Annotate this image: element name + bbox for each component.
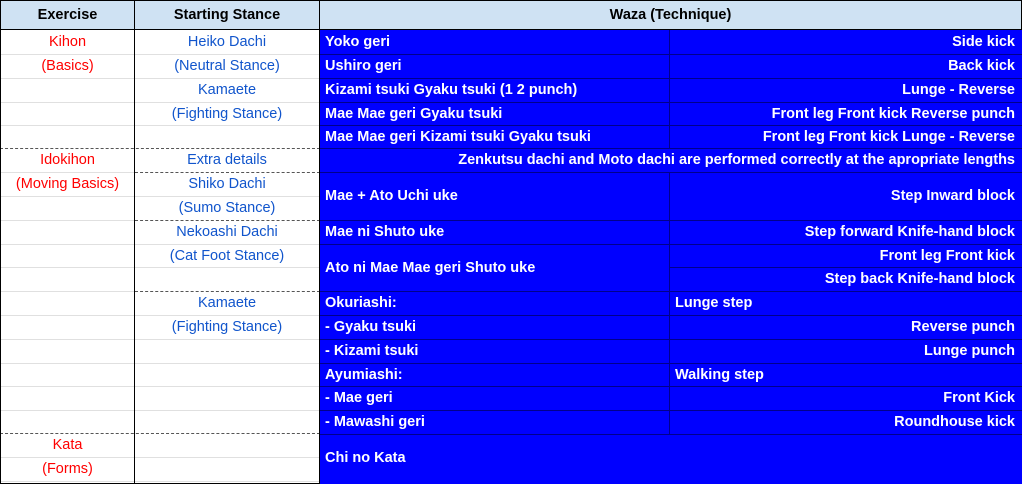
grid-row-line: [0, 125, 320, 126]
grid-row-line: [0, 244, 320, 245]
technique-front-kick: Front Kick: [943, 390, 1015, 406]
section-divider: [0, 433, 320, 434]
waza-row-line: [320, 220, 1022, 221]
header-exercise: Exercise: [1, 1, 134, 29]
technique-yoko-geri: Yoko geri: [325, 34, 390, 50]
waza-row-line: [320, 78, 1022, 79]
technique-shuto-uke: Mae ni Shuto uke: [325, 224, 445, 240]
grid-row-line: [0, 196, 320, 197]
technique-ayumiashi: Ayumiashi:: [325, 367, 403, 383]
technique-front-leg-front-kick: Front leg Front kick: [879, 247, 1015, 264]
technique-uchi-uke: Mae + Ato Uchi uke: [325, 188, 458, 204]
technique-mae-geri: - Mae geri: [325, 390, 393, 406]
header-waza: Waza (Technique): [320, 1, 1021, 29]
section-divider: [135, 172, 320, 173]
exercise-idokihon: Idokihon: [40, 152, 95, 168]
stance-shiko-dachi-sub: (Sumo Stance): [178, 200, 276, 216]
grid-row-line: [0, 339, 320, 340]
technique-ushiro-geri: Ushiro geri: [325, 58, 402, 74]
waza-row-line: [320, 172, 1022, 173]
waza-row-line: [320, 54, 1022, 55]
grid-row-line: [0, 102, 320, 103]
technique-lunge-reverse: Lunge - Reverse: [902, 82, 1015, 98]
waza-row-line: [670, 267, 1022, 268]
table-border: [0, 0, 1022, 1]
stance-kamaete-sub: (Fighting Stance): [171, 106, 283, 122]
stance-shiko-dachi: Shiko Dachi: [188, 176, 266, 192]
grid-row-line: [0, 386, 320, 387]
grid-row-line: [0, 220, 135, 221]
exercise-kihon: Kihon: [48, 34, 87, 50]
section-divider: [0, 148, 320, 149]
table-border: [134, 0, 135, 484]
technique-chi-no-kata: Chi no Kata: [325, 449, 406, 466]
grid-row-line: [0, 410, 320, 411]
technique-walking-step: Walking step: [675, 367, 764, 383]
stance-nekoashi-dachi: Nekoashi Dachi: [176, 224, 278, 240]
grid-row-line: [0, 54, 320, 55]
technique-kizami-gyaku: Kizami tsuki Gyaku tsuki (1 2 punch): [325, 82, 578, 98]
technique-inward-block: Step Inward block: [890, 188, 1015, 204]
exercise-idokihon-sub: (Moving Basics): [15, 176, 120, 192]
technique-back-kick: Back kick: [948, 58, 1015, 74]
stance-kamaete-2-sub: (Fighting Stance): [171, 319, 283, 335]
stance-kamaete: Kamaete: [197, 82, 257, 98]
stance-nekoashi-dachi-sub: (Cat Foot Stance): [169, 248, 285, 264]
waza-column-divider: [669, 172, 670, 434]
stance-extra-details: Extra details: [187, 152, 267, 168]
table-border: [0, 0, 1, 484]
grid-row-line: [0, 457, 320, 458]
technique-mawashi-geri: - Mawashi geri: [325, 414, 425, 430]
waza-row-line: [320, 125, 1022, 126]
waza-row-line: [320, 315, 1022, 316]
exercise-kata-sub: (Forms): [42, 461, 93, 477]
table-border: [319, 0, 320, 484]
exercise-kata: Kata: [52, 437, 83, 453]
header-starting-stance: Starting Stance: [135, 1, 319, 29]
technique-extra-note: Zenkutsu dachi and Moto dachi are performed correctly at the apropriate lengths: [458, 152, 1015, 168]
technique-reverse-punch: Reverse punch: [911, 319, 1015, 335]
grid-row-line: [0, 267, 320, 268]
stance-kamaete-2: Kamaete: [197, 295, 257, 311]
stance-heiko-dachi: Heiko Dachi: [187, 34, 267, 50]
technique-mae-geri-kizami-gyaku: Mae Mae geri Kizami tsuki Gyaku tsuki: [325, 129, 591, 145]
technique-okuriashi: Okuriashi:: [325, 295, 397, 311]
technique-front-kick-lunge-reverse: Front leg Front kick Lunge - Reverse: [762, 129, 1015, 145]
technique-front-kick-reverse: Front leg Front kick Reverse punch: [771, 106, 1015, 122]
waza-row-line: [320, 244, 1022, 245]
waza-row-line: [320, 339, 1022, 340]
stance-heiko-dachi-sub: (Neutral Stance): [174, 58, 280, 74]
waza-column-divider: [669, 30, 670, 148]
technique-knife-hand-back: Step back Knife-hand block: [824, 271, 1015, 287]
waza-row-line: [320, 148, 1022, 149]
waza-row-line: [320, 434, 1022, 435]
waza-row-line: [320, 291, 1022, 292]
section-divider: [135, 220, 320, 221]
technique-gyaku-tsuki: - Gyaku tsuki: [325, 319, 417, 335]
technique-ato-shuto-uke: Ato ni Mae Mae geri Shuto uke: [325, 259, 536, 276]
waza-row-line: [320, 363, 1022, 364]
grid-row-line: [0, 481, 320, 482]
grid-row-line: [0, 172, 135, 173]
technique-mae-geri-gyaku: Mae Mae geri Gyaku tsuki: [325, 106, 503, 122]
technique-kizami-tsuki: - Kizami tsuki: [325, 343, 419, 359]
waza-row-line: [320, 386, 1022, 387]
technique-lunge-step: Lunge step: [675, 295, 753, 311]
technique-knife-hand-forward: Step forward Knife-hand block: [804, 224, 1015, 240]
grid-row-line: [0, 78, 320, 79]
technique-lunge-punch: Lunge punch: [923, 343, 1015, 359]
technique-side-kick: Side kick: [952, 34, 1015, 50]
section-divider: [135, 291, 320, 292]
waza-row-line: [320, 410, 1022, 411]
waza-row-line: [320, 102, 1022, 103]
grid-row-line: [0, 291, 135, 292]
table-border: [0, 29, 1022, 30]
technique-roundhouse-kick: Roundhouse kick: [894, 414, 1015, 430]
exercise-kihon-sub: (Basics): [41, 58, 94, 74]
grid-row-line: [0, 363, 320, 364]
grid-row-line: [0, 315, 320, 316]
